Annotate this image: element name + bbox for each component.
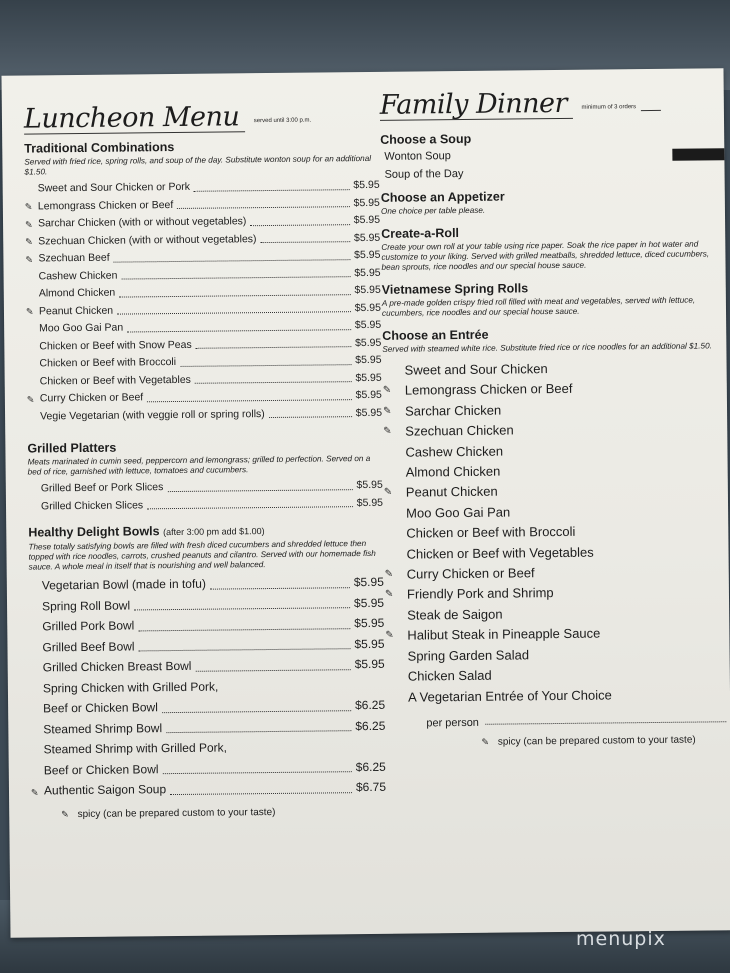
item-price: $5.95 [354,301,382,314]
item-price: $5.95 [353,595,385,610]
item-price: $5.95 [356,496,384,509]
item-price: $5.95 [355,388,382,402]
item-name: Cashew Chicken [38,269,118,282]
leader-dots [138,628,350,631]
leader-dots [167,489,352,492]
pepper-icon: ✎ [384,568,394,580]
leader-dots [139,648,351,651]
item-price: $5.95 [353,231,381,244]
pepper-icon: ✎ [25,218,33,230]
leader-dots [166,730,351,733]
family-dinner-column [380,88,727,748]
item-price: $5.95 [354,656,385,672]
pepper-icon: ✎ [383,487,393,499]
bowls-heading: Healthy Delight Bowls [28,524,160,540]
leader-dots [121,276,350,279]
item-price: $5.95 [356,478,383,492]
leader-dots [195,381,352,384]
per-person-label: per person [426,716,479,730]
entree-description: Served with steamed white rice. Substitute fried rice or rice noodles for an additional $1.50. [382,341,712,354]
traditional-heading: Traditional Combinations [24,139,175,156]
item-price: $6.25 [355,759,386,774]
luncheon-header [24,102,379,135]
icon-spacer [384,544,406,565]
item-name: Peanut Chicken [38,304,114,317]
item-name: Vegie Vegetarian (with veggie roll or spring rolls) [40,407,265,422]
entree-name: Sarchar Chicken [404,402,502,419]
pepper-icon: ✎ [30,786,39,798]
pepper-icon: ✎ [24,201,33,212]
entree-name: Chicken or Beef with Vegetables [406,544,594,562]
bowls-note: (after 3:00 pm add $1.00) [163,526,265,538]
luncheon-title-note: served until 3:00 p.m. [253,117,312,124]
leader-dots [162,710,351,713]
leader-dots [119,294,350,297]
item-name: Grilled Chicken Breast Bowl [42,658,192,675]
item-name: Chicken or Beef with Snow Peas [39,338,192,352]
item-price: $6.75 [355,779,387,795]
item-price: $5.95 [353,196,380,209]
item-name: Beef or Chicken Bowl [43,700,158,716]
entree-name: Szechuan Chicken [405,422,514,439]
item-price: $5.95 [354,336,382,349]
steamed-shrimp-line1: Steamed Shrimp with Grilled Pork, [43,740,228,757]
item-name: Lemongrass Chicken or Beef [37,198,174,212]
item-name: Almond Chicken [38,286,116,300]
item-name: Moo Goo Gai Pan [39,321,124,335]
entree-name: Steak de Saigon [407,606,503,623]
item-price: $5.95 [354,318,382,332]
leader-dots [134,607,350,610]
pepper-icon: ✎ [382,405,392,417]
luncheon-menu-column [24,102,386,820]
grilled-heading: Grilled Platters [27,440,117,456]
spring-rolls-description: A pre-made golden crispy fried roll filled with meat and vegetables, served with lettuce, cucumbers, rice noodles and our special house sauce. [381,295,696,318]
leader-dots [117,311,351,314]
entree-list [383,357,727,707]
item-price: $5.95 [353,574,384,590]
menu-item [28,494,383,515]
icon-spacer [384,524,406,545]
leader-dots [163,771,352,774]
spring-chicken-line1: Spring Chicken with Grilled Pork, [42,679,219,695]
entree-name: A Vegetarian Entrée of Your Choice [407,686,612,705]
item-price: $6.25 [355,697,386,713]
item-price: $5.95 [354,636,385,651]
item-price: $5.95 [354,615,385,631]
item-name: Grilled Pork Bowl [42,618,135,634]
item-price: $5.95 [353,213,381,227]
leader-dots [195,669,350,672]
grilled-list [28,477,383,516]
entree-name: Sweet and Sour Chicken [404,361,548,378]
icon-spacer [383,442,405,463]
family-title-note: minimum of 3 orders [581,103,637,111]
icon-spacer [386,646,408,667]
entree-name: Lemongrass Chicken or Beef [404,381,573,399]
pepper-icon: ✎ [382,385,392,397]
header-rule [641,110,661,111]
item-price: $5.95 [355,353,382,367]
item-name: Spring Roll Bowl [41,597,131,613]
luncheon-footnote [31,805,386,820]
bowls-description: These totally satisfying bowls are filled with fresh diced cucumbers and shredded lettuce then topped with rice noodles, carrots, crushed peanuts and cilantro. Served with our homemade fish sauce. A whole meal in itself that is nourishing and well balanced. [28,539,376,572]
traditional-description: Served with fried rice, spring rolls, and soup of the day. Substitute wonton soup for an additional $1.50. [24,153,372,177]
item-name: Beef or Chicken Bowl [43,761,159,777]
entree-name: Curry Chicken or Beef [406,565,535,582]
footnote-text: spicy (can be prepared custom to your taste) [497,734,696,748]
entree-heading: Choose an Entrée [382,327,489,343]
item-name: Sweet and Sour Chicken or Pork [37,180,191,195]
footnote-text: spicy (can be prepared custom to your taste) [77,806,276,820]
pepper-icon: ✎ [385,630,394,642]
item-name: Steamed Shrimp Bowl [43,720,163,736]
item-price: $5.95 [354,248,381,262]
watermark-logo: menupix [576,928,666,950]
family-footnote [386,734,726,749]
item-price: $5.95 [354,283,381,297]
appetizer-heading: Choose an Appetizer [380,189,505,205]
leader-dots [250,224,349,226]
appetizer-description: One choice per table please. [380,205,486,216]
leader-dots [127,329,351,332]
item-name: Chicken or Beef with Broccoli [39,355,177,370]
pepper-icon: ✎ [61,808,69,819]
leader-dots [194,189,349,192]
roll-heading: Create-a-Roll [381,226,460,241]
pepper-icon: ✎ [481,736,490,747]
leader-dots [147,506,353,509]
icon-spacer [386,667,408,688]
roll-description: Create your own roll at your table using rice paper. Soak the rice paper in hot water and customize to your liking. Served with grilled meatballs, shredded lettuce, diced cucumbers, bean sprouts, rice noodles and our special house sauce. [381,239,710,272]
leader-dots [261,241,350,243]
menu-item [31,777,386,801]
icon-spacer [384,503,406,524]
icon-spacer [383,361,405,382]
entree-name: Cashew Chicken [405,443,504,460]
soup-option: Wonton Soup [384,150,451,163]
item-price: $5.95 [353,178,380,192]
leader-dots [196,346,351,349]
entree-name: Peanut Chicken [405,484,498,501]
leader-dots [269,416,352,418]
entree-name: Friendly Pork and Shrimp [406,585,554,603]
soup-option: Soup of the Day [384,167,464,181]
entree-item [386,684,726,708]
item-name: Vegetarian Bowl (made in tofu) [41,576,207,593]
spring-rolls-heading: Vietnamese Spring Rolls [381,281,529,297]
traditional-list [25,177,383,426]
leader-dots [210,587,350,589]
item-price: $5.95 [354,266,381,279]
entree-name: Almond Chicken [405,463,501,480]
leader-dots [180,364,351,367]
pepper-icon: ✎ [25,306,34,317]
entree-name: Moo Goo Gai Pan [406,504,511,521]
menu-page [2,68,730,938]
entree-name: Halibut Steak in Pineapple Sauce [407,625,601,643]
item-name: Szechuan Chicken (with or without vegetables) [38,232,257,247]
item-name: Curry Chicken or Beef [39,391,144,405]
icon-spacer [384,463,406,484]
pepper-icon: ✎ [384,589,394,601]
item-name: Grilled Chicken Slices [40,498,144,512]
item-name: Sarchar Chicken (with or without vegetables) [37,215,247,230]
family-title: Family Dinner [380,90,573,121]
leader-dots [114,259,350,262]
item-price: $5.95 [355,371,382,384]
entree-name: Chicken or Beef with Broccoli [406,524,576,541]
entree-name: Spring Garden Salad [407,646,530,664]
item-name: Grilled Beef Bowl [42,638,135,654]
family-header [380,88,720,121]
soup-heading: Choose a Soup [380,131,472,147]
bowls-list [29,572,385,678]
leader-dots [170,792,352,795]
item-price: $5.95 [355,406,383,419]
grilled-description: Meats marinated in cumin seed, peppercorn and lemongrass; grilled to perfection. Served on a bed of rice, garnished with lettuce, tomatoes and cucumbers. [27,453,371,477]
pepper-icon: ✎ [25,236,33,247]
item-price: $6.25 [355,718,386,733]
menu-item [27,404,382,425]
entree-name: Chicken Salad [407,667,492,684]
pepper-icon: ✎ [26,393,35,405]
per-person-row [386,714,726,730]
icon-spacer [385,605,407,626]
leader-dots [485,721,726,725]
pepper-icon: ✎ [383,425,392,438]
leader-dots [147,399,351,402]
item-name: Authentic Saigon Soup [43,782,167,798]
item-name: Chicken or Beef with Vegetables [39,373,191,387]
pepper-icon: ✎ [25,253,34,265]
item-name: Grilled Beef or Pork Slices [40,481,164,495]
luncheon-title: Luncheon Menu [24,103,246,134]
icon-spacer [386,687,408,708]
leader-dots [177,206,349,209]
item-name: Szechuan Beef [38,251,110,265]
